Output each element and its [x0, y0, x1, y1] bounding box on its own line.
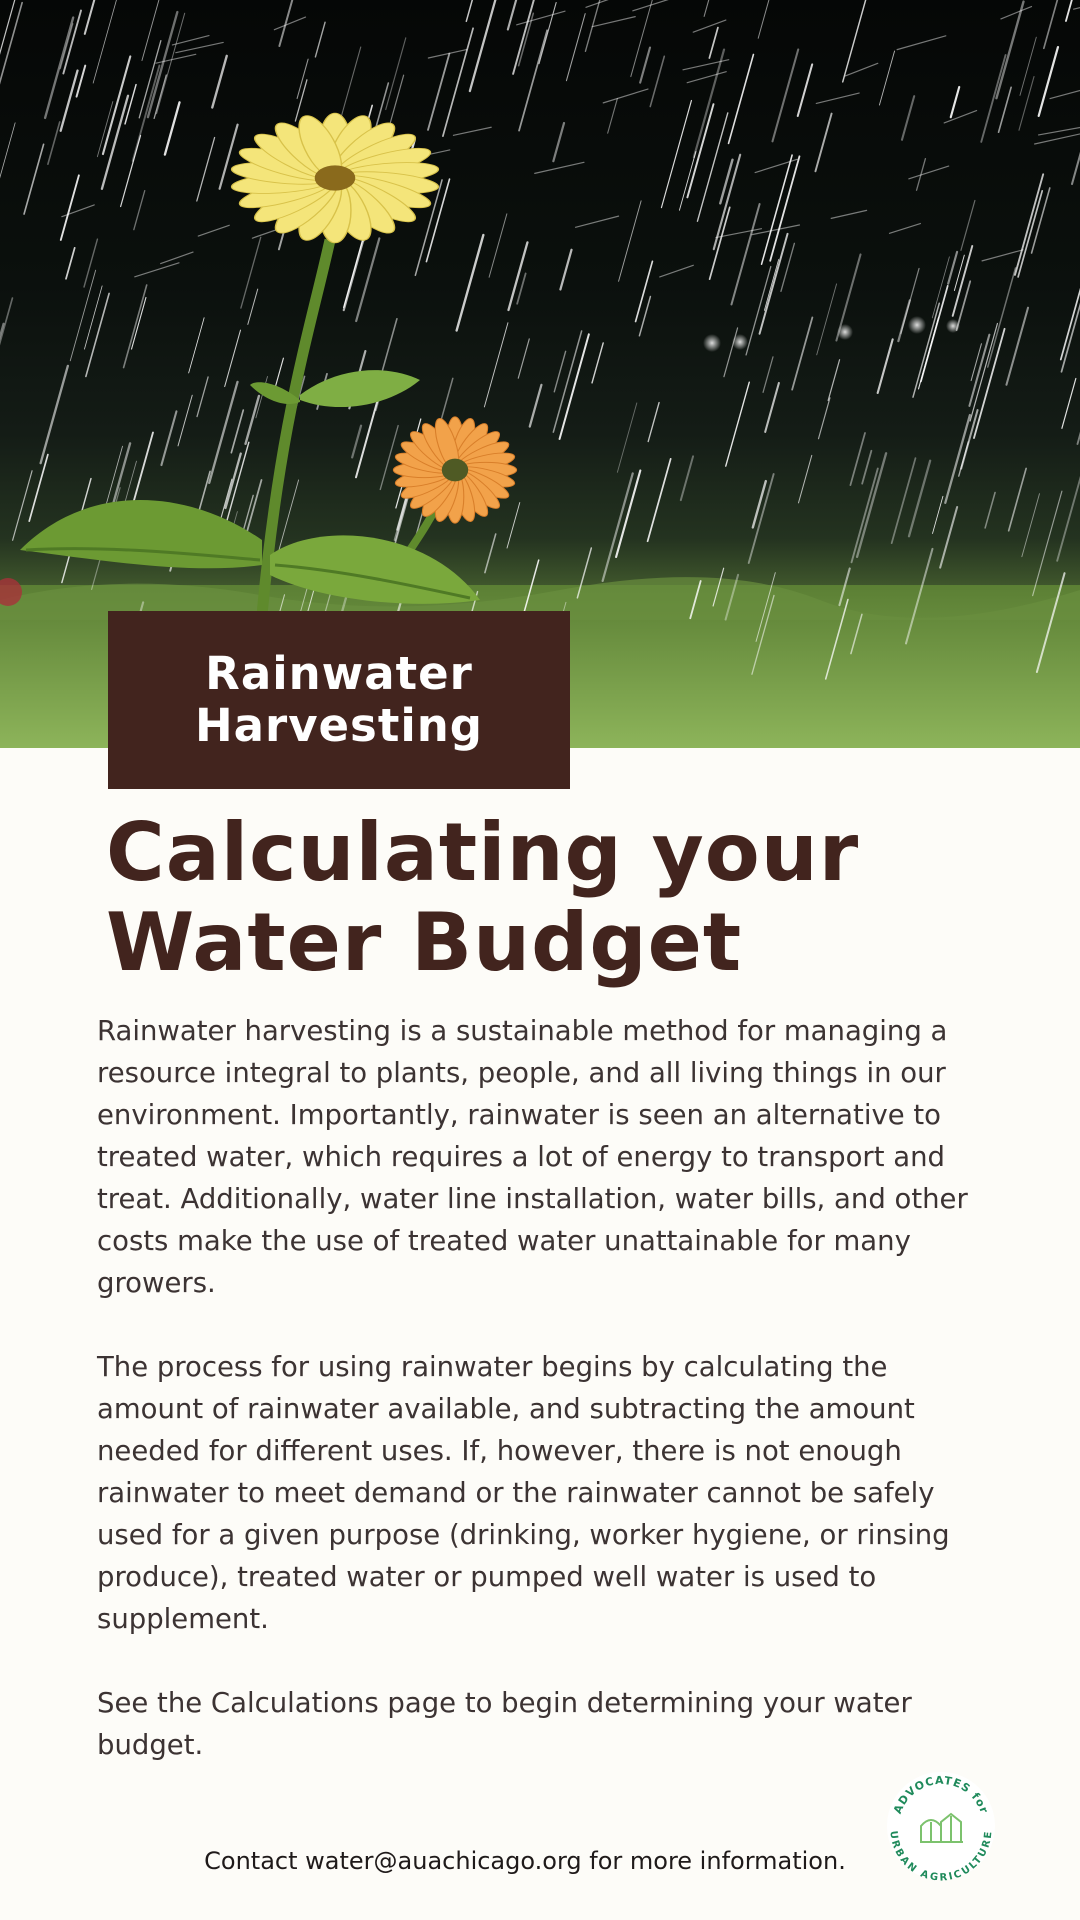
- section-label-line-2: Harvesting: [194, 699, 484, 752]
- body-paragraph-process: The process for using rainwater begins by calculating the amount of rainwater available, and subtracting the amount needed for different uses. If, however, there is not enough rainwater to meet demand or the rainwater cannot be safely used for a given purpose (drinking, worker hygiene, or rinsing produce), treated water or pumped well water is used to supplement.: [97, 1351, 950, 1635]
- bokeh-light: [908, 316, 926, 334]
- bokeh-light: [703, 334, 721, 352]
- section-label-line-1: Rainwater: [205, 647, 473, 700]
- bokeh-light: [732, 334, 748, 350]
- leaf: [300, 370, 420, 407]
- body-text: [97, 1010, 977, 1808]
- yellow-zinnia-flower: [229, 113, 440, 243]
- body-paragraph-intro: Rainwater harvesting is a sustainable method for managing a resource integral to plants, people, and all living things in our environment. Importantly, rainwater is seen an alternative to treated water, which requires a lot of energy to transport and treat. Additionally, water line installation, water bills, and other costs make the use of treated water unattainable for many growers.: [97, 1015, 968, 1299]
- logo-text-top: ADVOCATES for: [891, 1773, 991, 1816]
- orange-zinnia-flower: [393, 417, 517, 524]
- section-label-box: [108, 611, 570, 789]
- page-title-line-2: Water Budget: [106, 896, 743, 989]
- logo-text-bottom: URBAN AGRICULTURE: [887, 1830, 995, 1882]
- contact-line: Contact water@auachicago.org for more information.: [204, 1847, 846, 1875]
- body-paragraph-next-steps: See the Calculations page to begin determining your water budget.: [97, 1687, 912, 1761]
- page-title: [106, 808, 1026, 988]
- page-title-line-1: Calculating your: [106, 806, 860, 899]
- rain-streaks: [0, 0, 1080, 679]
